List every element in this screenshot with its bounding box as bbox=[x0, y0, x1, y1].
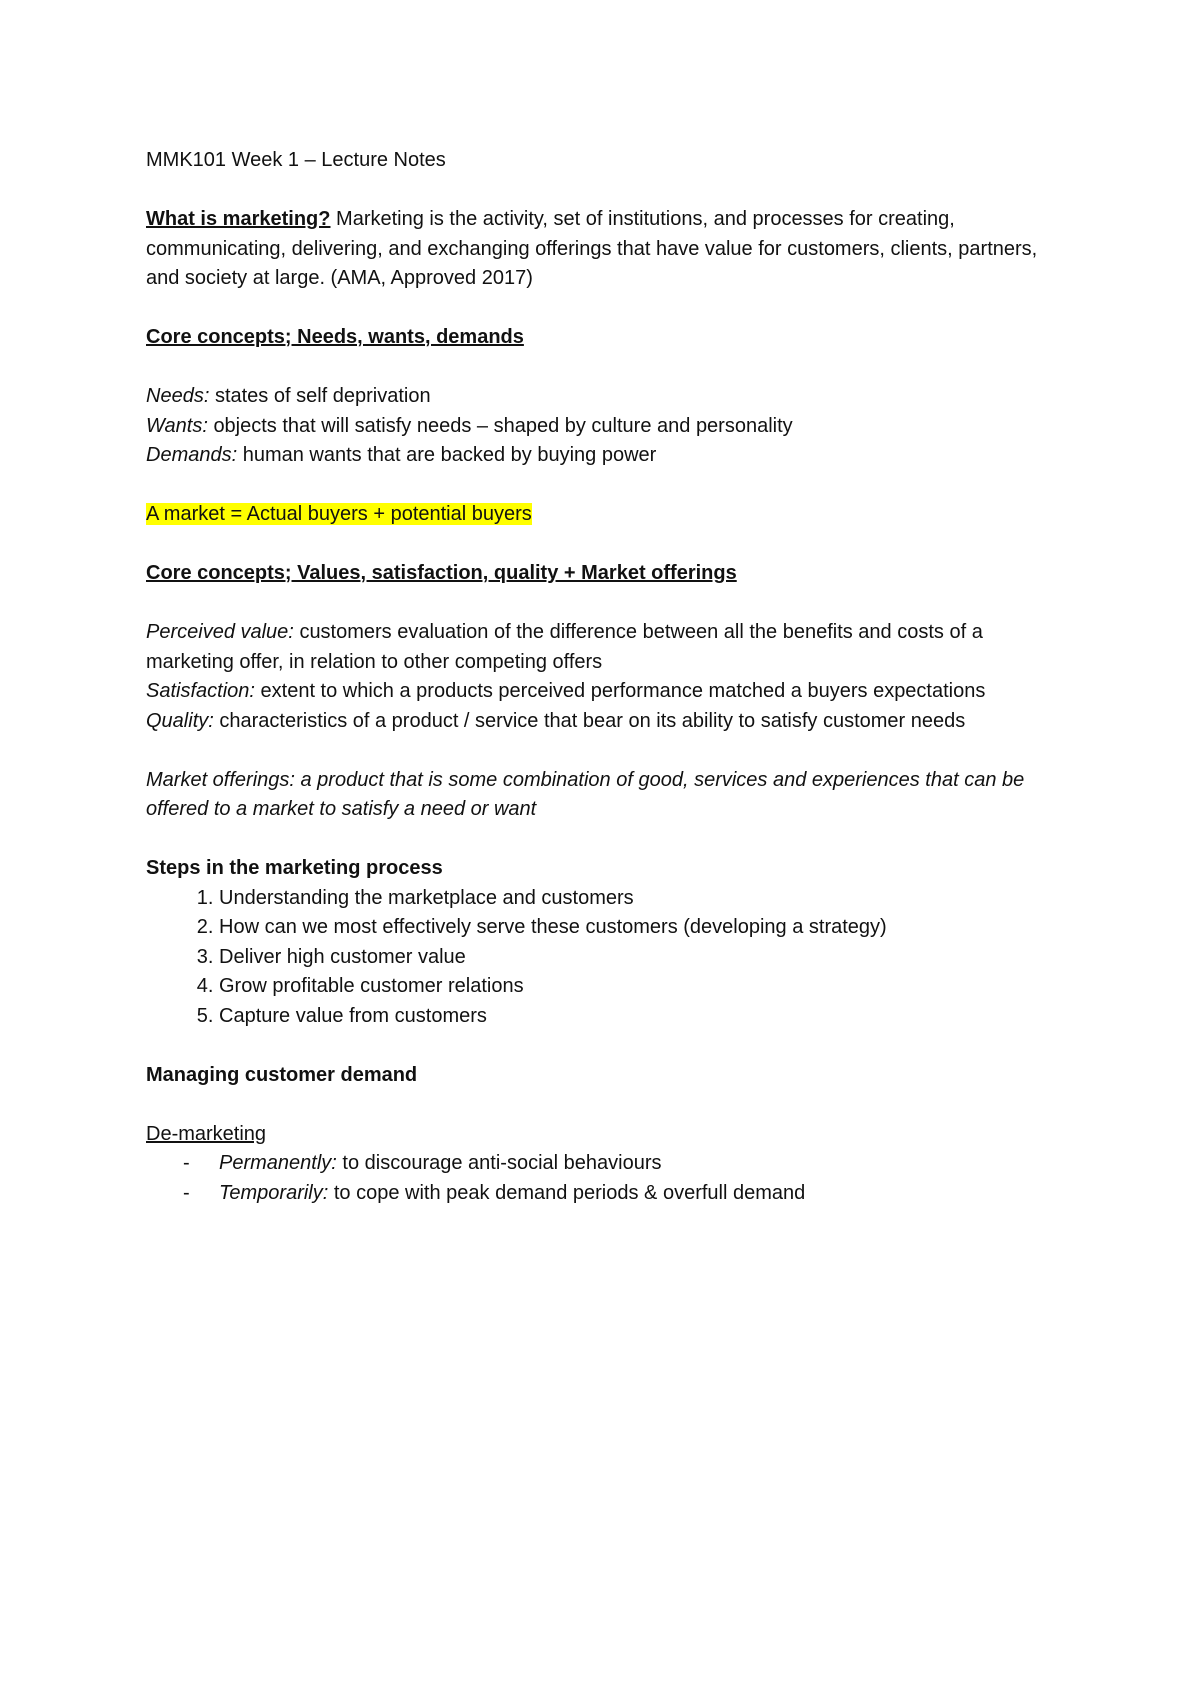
step-text: Understanding the marketplace and customers bbox=[219, 886, 634, 909]
step-item bbox=[219, 972, 1066, 1002]
de-marketing-item bbox=[183, 1149, 1066, 1179]
market-equation-line bbox=[146, 500, 1066, 530]
quality-text: characteristics of a product / service that bear on its ability to satisfy customer needs bbox=[219, 709, 966, 732]
spacer bbox=[146, 736, 1066, 766]
spacer bbox=[146, 589, 1066, 619]
wants-line bbox=[146, 412, 1066, 442]
document-title: MMK101 Week 1 – Lecture Notes bbox=[146, 149, 446, 171]
demands-text: human wants that are backed by buying power bbox=[242, 444, 657, 466]
needs-line bbox=[146, 382, 1066, 412]
spacer bbox=[146, 471, 1066, 501]
wants-term: Wants: bbox=[146, 414, 208, 437]
steps-list bbox=[146, 884, 1066, 1032]
needs-text: states of self deprivation bbox=[214, 385, 431, 407]
step-item bbox=[219, 1002, 1066, 1032]
quality-line bbox=[146, 707, 1066, 737]
document-body bbox=[146, 146, 1066, 1208]
step-item bbox=[219, 943, 1066, 973]
core-concepts-values-heading: Core concepts; Values, satisfaction, quality + Market offerings bbox=[146, 562, 737, 584]
demands-line bbox=[146, 441, 1066, 471]
dash-bullet: - bbox=[183, 1181, 190, 1204]
spacer bbox=[146, 1031, 1066, 1061]
step-text: Deliver high customer value bbox=[219, 945, 466, 968]
market-offerings-text: Market offerings: a product that is some combination of good, services and experiences that can be offered to a market to satisfy a need or want bbox=[146, 768, 1025, 820]
steps-heading: Steps in the marketing process bbox=[146, 857, 443, 879]
marketing-definition-paragraph bbox=[146, 205, 1066, 294]
perceived-value-line bbox=[146, 618, 1066, 677]
satisfaction-term: Satisfaction: bbox=[146, 680, 255, 702]
dash-bullet: - bbox=[183, 1152, 190, 1174]
step-item bbox=[219, 913, 1066, 943]
perceived-value-term: Perceived value: bbox=[146, 621, 294, 643]
marketing-definition: Marketing is the activity, set of institutions, and processes for creating, communicating, delivering, and exchanging offerings that have value for customers, clients, partners, and society at large. (AMA, Approved 2017) bbox=[146, 208, 1038, 289]
temporarily-text: to cope with peak demand periods & overfull demand bbox=[333, 1181, 806, 1204]
step-text: Grow profitable customer relations bbox=[219, 975, 524, 997]
wants-text: objects that will satisfy needs – shaped by culture and personality bbox=[213, 414, 793, 437]
spacer bbox=[146, 825, 1066, 855]
needs-term: Needs: bbox=[146, 385, 210, 407]
step-text: How can we most effectively serve these customers (developing a strategy) bbox=[219, 916, 887, 938]
spacer bbox=[146, 353, 1066, 383]
temporarily-term: Temporarily: bbox=[219, 1181, 329, 1204]
spacer bbox=[146, 530, 1066, 560]
quality-term: Quality: bbox=[146, 709, 214, 732]
satisfaction-line bbox=[146, 677, 1066, 707]
de-marketing-subheading: De-marketing bbox=[146, 1122, 267, 1145]
core-concepts-needs-heading: Core concepts; Needs, wants, demands bbox=[146, 326, 524, 348]
permanently-text: to discourage anti-social behaviours bbox=[342, 1152, 662, 1174]
step-text: Capture value from customers bbox=[219, 1004, 487, 1027]
step-item bbox=[219, 884, 1066, 914]
demands-term: Demands: bbox=[146, 444, 238, 466]
managing-demand-heading: Managing customer demand bbox=[146, 1063, 418, 1086]
de-marketing-list bbox=[146, 1149, 1066, 1208]
satisfaction-text: extent to which a products perceived performance matched a buyers expectations bbox=[260, 680, 986, 702]
marketing-heading: What is marketing? bbox=[146, 208, 331, 230]
spacer bbox=[146, 1090, 1066, 1120]
perceived-value-text: customers evaluation of the difference between all the benefits and costs of a marketing offer, in relation to other competing offers bbox=[146, 621, 983, 673]
spacer bbox=[146, 294, 1066, 324]
permanently-term: Permanently: bbox=[219, 1152, 337, 1174]
de-marketing-item bbox=[183, 1179, 1066, 1209]
market-equation-highlight: A market = Actual buyers + potential buyers bbox=[146, 503, 532, 525]
spacer bbox=[146, 176, 1066, 206]
